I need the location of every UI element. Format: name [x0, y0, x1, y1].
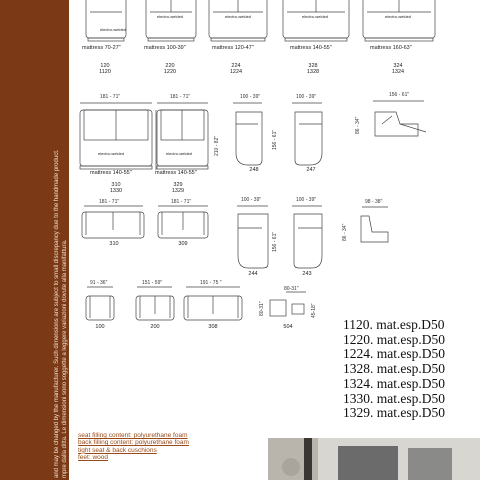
mattress-label-5: mattress 160-63"	[370, 45, 412, 51]
code-324: 324 1324	[391, 63, 405, 75]
sofabed-220-drawing	[146, 0, 196, 41]
electro-label-2: electro-welded	[157, 14, 184, 19]
code-329: 329 1329	[171, 182, 185, 194]
code-224: 224 1224	[229, 63, 243, 75]
sofa-200-drawing	[136, 296, 174, 320]
chaise-244-drawing	[238, 214, 268, 268]
dim-243-width: 100 - 39"	[296, 197, 317, 203]
feature-item: back filling content: polyurethane foam	[78, 439, 189, 447]
mattress-code-item: 1328. mat.esp.D50	[343, 361, 445, 377]
chaise-247-drawing	[295, 112, 322, 165]
electro-label-4: electro-welded	[302, 14, 329, 19]
sofabed-224-drawing	[209, 0, 267, 41]
code-309: 309	[178, 241, 188, 247]
electro-label-3: electro-welded	[225, 14, 252, 19]
feature-item: tight seat & back cuschions	[78, 446, 157, 454]
dim-309-width: 181 - 71"	[171, 199, 192, 205]
sofabed-330-open-drawing	[80, 110, 152, 169]
sofa-308-drawing	[184, 296, 242, 320]
dim-504-width: 80-31"	[284, 286, 299, 292]
dim-row3-chaise-depth: 156 - 61"	[272, 231, 278, 252]
feature-item: seat filling content: polyurethane foam	[78, 432, 188, 439]
mattress-code-item: 1224. mat.esp.D50	[343, 346, 445, 362]
wall-art	[338, 446, 398, 480]
mattress-label-row2-1: mattress 140-55"	[90, 170, 132, 176]
code-328: 328 1328	[306, 63, 320, 75]
code-308: 308	[208, 324, 218, 330]
dim-row3-height: 86 - 34"	[342, 223, 348, 241]
chaise-243-drawing	[294, 214, 322, 268]
disclaimer-line-1: and may be changed by the manufacturer. Such dimensions are subject to small discrepancy due to the handmade product.	[54, 149, 60, 478]
mattress-code-item: 1330. mat.esp.D50	[343, 390, 445, 406]
features-list	[78, 432, 189, 462]
sofabed-120-drawing	[86, 0, 126, 41]
sofabed-329-open-drawing	[157, 110, 208, 169]
dim-308-width: 191 - 75 "	[200, 280, 222, 286]
dim-247-width: 100 - 39"	[296, 94, 317, 100]
electro-label-1: electro-welded	[100, 27, 127, 32]
electro-label-row2-1: electro-welded	[98, 151, 125, 156]
disclaimer-line-2: mpre dalla ditta. Le dimensioni sono soggette a leggere variazioni dovute alla manifattura.	[62, 239, 68, 478]
chaise-248-drawing	[236, 112, 262, 165]
code-248: 248	[249, 167, 259, 173]
mattress-code-list	[343, 318, 445, 421]
dim-329-width: 181 - 71"	[170, 94, 191, 100]
dim-chaise-depth: 156 - 61"	[272, 129, 278, 150]
dim-recliner-height: 86 - 34"	[355, 116, 361, 134]
code-120: 120 1120	[99, 63, 111, 75]
dim-100-width: 91 - 36"	[90, 280, 108, 286]
sofabed-328-drawing	[283, 0, 349, 41]
mattress-code-item: 1329. mat.esp.D50	[343, 405, 445, 421]
code-330: 310 1330	[109, 182, 123, 194]
photo-door	[304, 438, 312, 480]
mattress-label-4: mattress 140-55"	[290, 45, 332, 51]
feature-item: feet: wood	[78, 454, 108, 462]
sofa-side-drawing	[361, 216, 388, 242]
interior-photo	[268, 438, 480, 480]
code-100: 100	[95, 324, 105, 330]
sofa-309-drawing	[158, 212, 208, 238]
mattress-label-1: mattress 70-27"	[82, 45, 121, 51]
code-504: 504	[283, 324, 293, 330]
mattress-label-3: mattress 120-47"	[212, 45, 254, 51]
dim-248-width: 100 - 39"	[240, 94, 261, 100]
mattress-label-2: mattress 100-39"	[144, 45, 186, 51]
electro-label-5: electro-welded	[385, 14, 412, 19]
sofabed-324-drawing	[363, 0, 435, 41]
dim-side-width: 98 - 38"	[365, 199, 383, 205]
wall-art-2	[408, 448, 452, 480]
recliner-side-drawing	[375, 112, 426, 136]
dim-244-width: 100 - 39"	[241, 197, 262, 203]
pouf-504-drawing	[270, 292, 306, 316]
dim-330-width: 181 - 71"	[100, 94, 121, 100]
armchair-100-drawing	[86, 296, 114, 320]
electro-label-row2-2: electro-welded	[166, 151, 193, 156]
dim-200-width: 151 - 59"	[142, 280, 163, 286]
pendant-lamp	[282, 458, 300, 476]
code-310: 310	[109, 241, 119, 247]
sofa-310-drawing	[82, 212, 144, 238]
dim-sofabed-depth: 210 - 82"	[214, 135, 220, 156]
dim-recliner-width: 156 - 61"	[389, 92, 410, 98]
code-244: 244	[248, 271, 258, 277]
code-220: 220 1220	[163, 63, 177, 75]
dim-310-width: 181 - 71"	[99, 199, 120, 205]
mattress-code-item: 1120. mat.esp.D50	[343, 317, 445, 332]
mattress-code-item: 1324. mat.esp.D50	[343, 375, 445, 391]
code-200: 200	[150, 324, 160, 330]
code-243: 243	[302, 271, 312, 277]
code-247: 247	[306, 167, 316, 173]
mattress-label-row2-2: mattress 140-55"	[155, 170, 197, 176]
mattress-code-item: 1220. mat.esp.D50	[343, 331, 445, 347]
dim-504-height: 80-31"	[259, 301, 265, 316]
dim-504-side: 45-18"	[311, 303, 317, 318]
